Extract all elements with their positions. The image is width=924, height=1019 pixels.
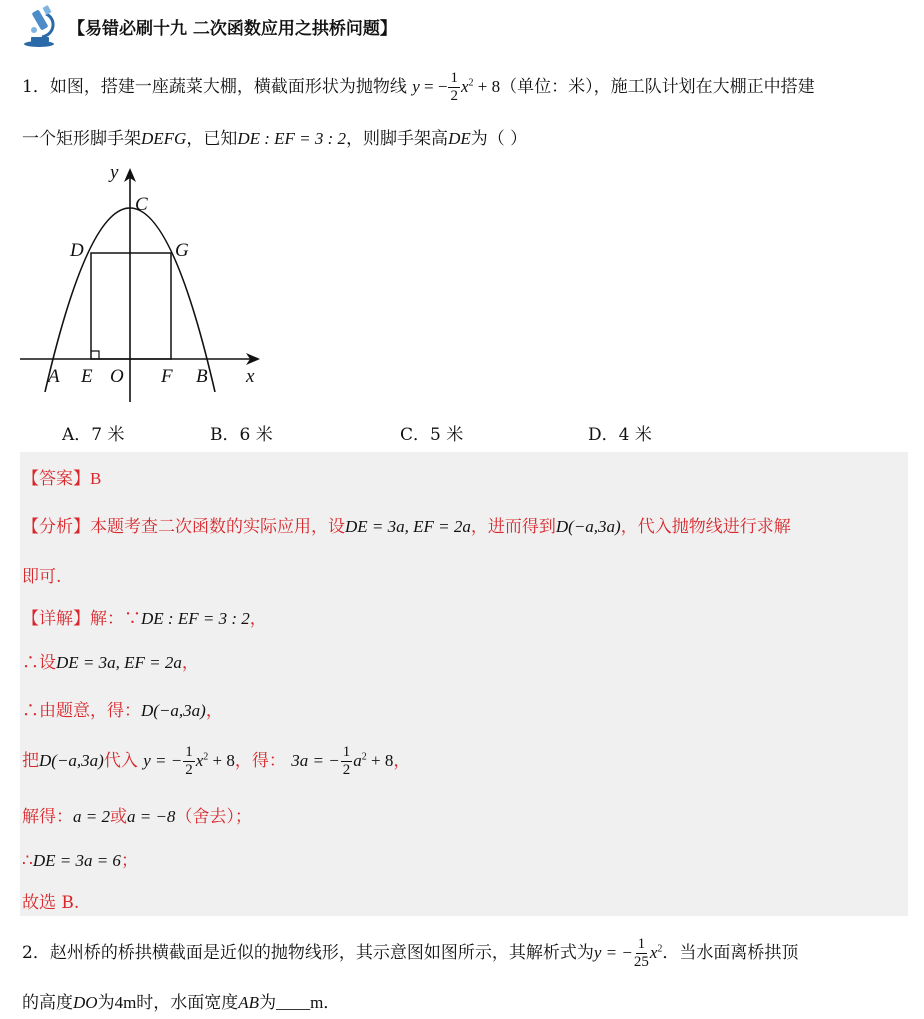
step3-point: D(−a,3a): [39, 751, 104, 770]
step3-eq2-pow: 2: [361, 751, 367, 763]
q1-eq-x: x: [460, 77, 469, 96]
option-a[interactable]: A．7 米: [62, 425, 125, 445]
detail-line: [22, 604, 267, 629]
q2-frac-den: 25: [633, 954, 649, 970]
q1-line1: [22, 70, 815, 105]
microscope-icon: [22, 4, 64, 48]
q1-eq-y: y: [412, 77, 420, 96]
q1-eq-pow: 2: [468, 77, 474, 89]
q1-line2: [22, 124, 527, 149]
q1-line2-a: 一个矩形脚手架: [22, 129, 141, 149]
q1-eq-rest: + 8: [473, 77, 501, 96]
detail-text: 解：∵: [90, 609, 141, 629]
analysis-line2: 即可.: [22, 567, 62, 587]
option-b[interactable]: B．6 米: [210, 425, 273, 445]
label-y: y: [110, 162, 119, 183]
label-b: B: [196, 366, 208, 387]
analysis-eq: DE = 3a, EF = 2a: [345, 517, 471, 536]
step1-text: ∴设: [22, 653, 56, 673]
q2-height: 4m: [114, 993, 137, 1012]
q2-frac-num: 1: [637, 936, 646, 952]
detail-ratio: DE : EF = 3 : 2: [141, 609, 250, 628]
analysis-text-c: ，代入抛物线进行求解: [620, 517, 791, 537]
step3-eq2-tail: + 8: [366, 751, 394, 770]
step3-frac-den: 2: [185, 762, 193, 778]
step1-eq: DE = 3a, EF = 2a: [56, 653, 182, 672]
analysis-tag: 【分析】: [22, 517, 90, 537]
q2-line2-d: 为: [259, 993, 277, 1013]
detail-comma: ，: [249, 609, 267, 629]
label-g: G: [175, 240, 189, 261]
q2-eq-left: y = −: [593, 943, 633, 962]
step5-line: [22, 846, 138, 871]
step4-eq1: a = 2: [73, 807, 110, 826]
label-d: D: [70, 240, 84, 261]
step1-tail: ，: [181, 653, 199, 673]
step3-eq2-a: a: [353, 751, 362, 770]
label-o: O: [110, 366, 124, 387]
conclusion-line: 故选 B.: [22, 893, 80, 913]
step5-eq: DE = 3a = 6: [32, 851, 121, 870]
answer-tag: 【答案】: [22, 469, 90, 489]
q1-text: 如图，搭建一座蔬菜大棚，横截面形状为抛物线: [49, 77, 407, 97]
step2-text: ∴由题意，得：: [22, 701, 141, 721]
q2-number: 2．: [22, 943, 50, 963]
q2-line2-e: m．: [310, 993, 341, 1012]
step3-eq-pow: 2: [203, 751, 209, 763]
parabola-figure: [18, 160, 278, 410]
q1-rect-name: DEFG: [141, 129, 187, 148]
section-header: [22, 4, 397, 48]
option-c[interactable]: C．5 米: [400, 425, 464, 445]
label-c: C: [135, 194, 148, 215]
option-d[interactable]: D．4 米: [588, 425, 652, 445]
q1-frac-num: 1: [450, 70, 458, 86]
q1-eq-sign: = −: [419, 77, 448, 96]
step3-frac2-num: 1: [342, 744, 351, 760]
analysis-text-b: ，进而得到: [470, 517, 556, 537]
q2-eq-x: x: [649, 943, 658, 962]
step3-text-d: ，: [393, 751, 411, 771]
answer-line: [22, 464, 101, 489]
label-a: A: [48, 366, 60, 387]
step3-eq-left: y = −: [143, 751, 183, 770]
q2-line2: [22, 988, 340, 1013]
step4-or: 或: [109, 807, 127, 827]
answer-value: B: [90, 469, 102, 488]
step4-eq2: a = −8: [126, 807, 176, 826]
q2-do: DO: [73, 993, 98, 1012]
label-x: x: [246, 366, 255, 387]
step3-line: [22, 744, 410, 779]
q1-line2-c: ，则脚手架高: [346, 129, 449, 149]
step3-eq-tail: + 8: [208, 751, 235, 770]
step5-tail: ；: [120, 851, 138, 871]
q1-de: DE: [448, 129, 471, 148]
q1-line2-d: 为（ ）: [470, 129, 528, 149]
step4-text: 解得：: [22, 807, 73, 827]
q2-fraction: [634, 936, 649, 971]
detail-tag: 【详解】: [22, 609, 90, 629]
step5-therefore: ∴: [22, 851, 33, 871]
step3-text-c: ，得：: [234, 751, 286, 771]
label-f: F: [161, 366, 173, 387]
step3-text-b: 代入: [103, 751, 138, 771]
step4-tail: （舍去）；: [175, 807, 252, 827]
analysis-point: D(−a,3a): [555, 517, 621, 536]
step2-line: [22, 696, 223, 721]
section-title: 【易错必刷十九 二次函数应用之拱桥问题】: [68, 18, 397, 39]
step3-fraction: [183, 744, 195, 779]
q1-text-b: （单位：米），施工队计划在大棚正中搭建: [500, 77, 815, 97]
q2-answer-blank[interactable]: ____: [276, 993, 311, 1012]
q2-line2-c: 时，水面宽度: [136, 993, 239, 1013]
q1-number: 1．: [22, 77, 50, 97]
rectangle-defg: [91, 253, 171, 359]
step1-line: [22, 648, 199, 673]
step3-frac2-den: 2: [342, 762, 351, 778]
q2-line2-b: 为: [97, 993, 115, 1013]
analysis-line1: [22, 512, 791, 537]
step3-eq-x: x: [195, 751, 204, 770]
step3-frac-num: 1: [185, 744, 193, 760]
analysis-text-a: 本题考查二次函数的实际应用，设: [90, 517, 345, 537]
q2-eq-pow: 2: [657, 943, 663, 955]
q2-text-b: ．当水面离桥拱顶: [662, 943, 799, 963]
q2-text-a: 赵州桥的桥拱横截面是近似的抛物线形，其示意图如图所示，其解析式为: [49, 943, 594, 963]
q2-line2-a: 的高度: [22, 993, 73, 1013]
step4-line: [22, 802, 252, 827]
q1-fraction: [448, 70, 460, 105]
step3-text-a: 把: [22, 751, 39, 771]
right-angle-mark: [91, 351, 99, 359]
q2-ab: AB: [238, 993, 260, 1012]
q2-line1: [22, 936, 798, 971]
step3-eq2-left: 3a = −: [291, 751, 340, 770]
step3-fraction2: [341, 744, 353, 779]
q1-line2-b: ，已知: [186, 129, 238, 149]
step2-tail: ，: [205, 701, 223, 721]
step2-point: D(−a,3a): [141, 701, 206, 720]
q1-frac-den: 2: [450, 88, 458, 104]
label-e: E: [81, 366, 93, 387]
q1-ratio: DE : EF = 3 : 2: [237, 129, 347, 148]
